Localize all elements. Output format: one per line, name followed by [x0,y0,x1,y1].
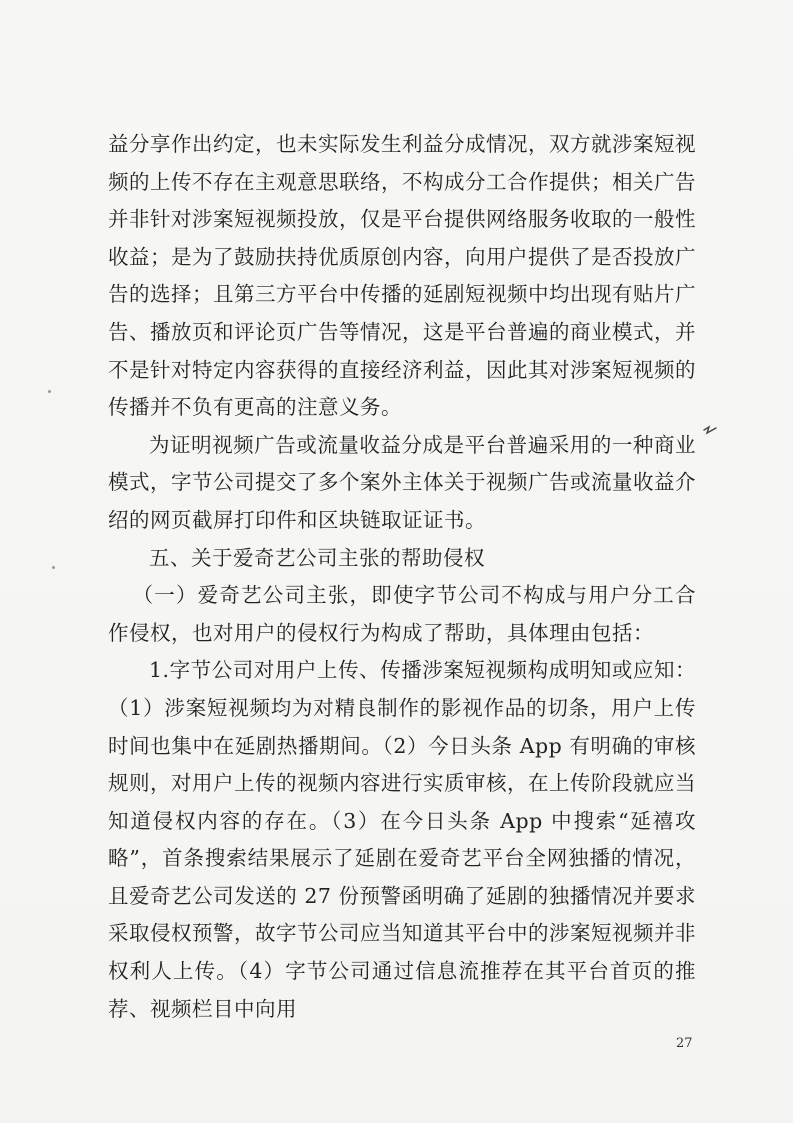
handwritten-mark-icon [702,424,718,438]
paragraph-evidence: 为证明视频广告或流量收益分成是平台普遍采用的一种商业模式，字节公司提交了多个案外主体关于视频广告或流量收益介绍的网页截屏打印件和区块链取证证书。 [108,432,696,532]
document-body [108,126,696,1028]
section-heading: 五、关于爱奇艺公司主张的帮助侵权 [149,545,485,570]
scan-speck [52,566,55,569]
paragraph-claim: （一）爱奇艺公司主张，即使字节公司不构成与用户分工合作侵权，也对用户的侵权行为构成了帮助，具体理由包括： [108,583,696,645]
paragraph-continuation: 益分享作出约定，也未实际发生利益分成情况，双方就涉案短视频的上传不存在主观意思联络，不构成分工合作提供；相关广告并非针对涉案短视频投放，仅是平台提供网络服务收取的一般性收益；是为了鼓励扶持优质原创内容，向用户提供了是否投放广告的选择；且第三方平台中传播的延剧短视频中均出现有贴片广告、播放页和评论页广告等情况，这是平台普遍的商业模式，并不是针对特定内容获得的直接经济利益，因此其对涉案短视频的传播并不负有更高的注意义务。 [108,132,696,420]
paragraph-knowledge: 1.字节公司对用户上传、传播涉案短视频构成明知或应知：（1）涉案短视频均为对精良制作的影视作品的切条，用户上传时间也集中在延剧热播期间。（2）今日头条 App 有明确的审核规则，对用户上传的视频内容进行实质审核，在上传阶段就应当知道侵权内容的存在。（3）在今日头条 App 中搜索“延禧攻略”，首条搜索结果展示了延剧在爱奇艺平台全网独播的情况，且爱奇艺公司发送的 27 份预警函明确了延剧的独播情况并要求采取侵权预警，故字节公司应当知道其平台中的涉案短视频并非权利人上传。（4）字节公司通过信息流推荐在其平台首页的推荐、视频栏目中向用 [108,658,696,1021]
scan-speck [48,390,51,393]
page-number: 27 [676,1036,693,1051]
